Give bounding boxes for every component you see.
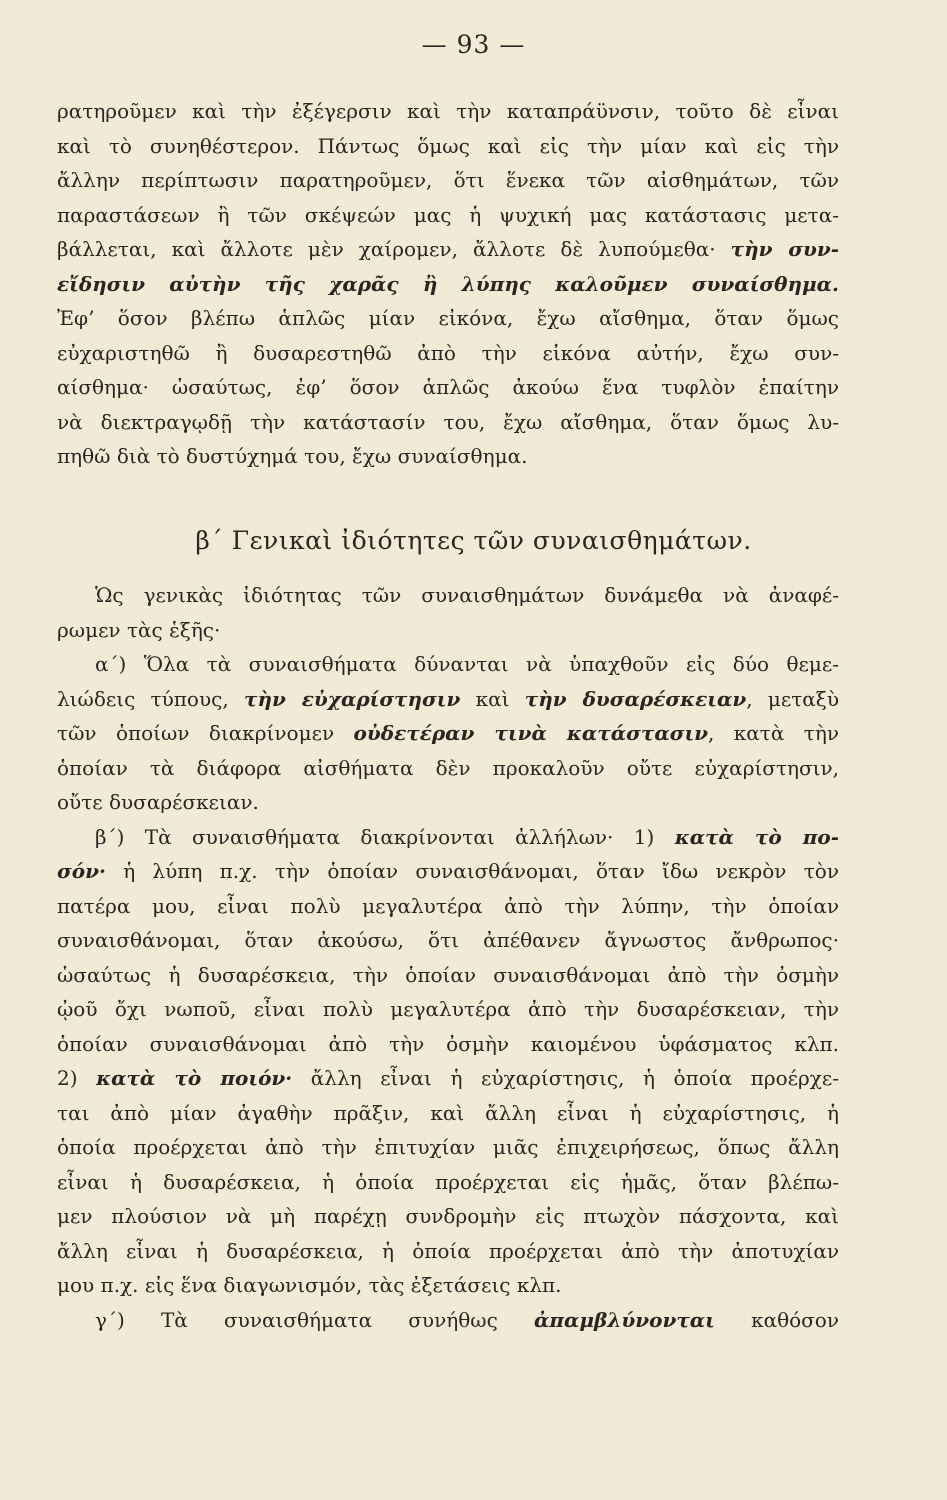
text-line: ᾠοῦ ὄχι νωποῦ, εἶναι πολὺ μεγαλυτέρα ἀπὸ τὴν δυσαρέσκειαν, τὴν — [57, 997, 839, 1021]
bold-term: τὴν δυσαρέσκειαν — [524, 686, 747, 711]
text-line: εὐχαριστηθῶ ἢ δυσαρεστηθῶ ἀπὸ τὴν εἰκόνα αὐτήν, ἔχω συν- — [57, 340, 839, 365]
definition-line: εἴδησιν αὐτὴν τῆς χαρᾶς ἢ λύπης καλοῦμεν συναίσθημα. — [57, 271, 839, 296]
text-fragment: λιώδεις τύπους, — [57, 686, 244, 711]
text-fragment: , μεταξὺ — [746, 686, 839, 711]
text-fragment: ἡ λύπη π.χ. τὴν ὁποίαν συναισθάνομαι, ὅταν ἴδω νεκρὸν τὸν — [105, 859, 839, 883]
bold-term: κατὰ τὸ πο- — [674, 824, 840, 849]
text-line — [57, 854, 839, 889]
text-line: καὶ τὸ συνηθέστερον. Πάντως ὅμως καὶ εἰς τὴν μίαν καὶ εἰς τὴν — [57, 133, 839, 158]
text-line — [57, 1061, 839, 1096]
text-line: α΄) Ὅλα τὰ συναισθήματα δύνανται νὰ ὑπαχθοῦν εἰς δύο θεμε- — [95, 652, 839, 676]
bold-term: κατὰ τὸ ποιόν· — [96, 1066, 293, 1090]
text-line — [57, 682, 839, 717]
text-line: Ἐφ’ ὅσον βλέπω ἁπλῶς μίαν εἰκόνα, ἔχω αἴσθημα, ὅταν ὅμως — [57, 306, 839, 330]
text-fragment: καὶ — [460, 686, 525, 711]
text-line: ἄλλη εἶναι ἡ δυσαρέσκεια, ἡ ὁποία προέρχεται ἀπὸ τὴν ἀποτυχίαν — [57, 1238, 839, 1263]
text-line: πατέρα μου, εἶναι πολὺ μεγαλυτέρα ἀπὸ τὴν λύπην, τὴν ὁποίαν — [57, 893, 839, 918]
text-fragment: 2) — [57, 1066, 97, 1090]
text-line: ὡσαύτως ἡ δυσαρέσκεια, τὴν ὁποίαν συναισθάνομαι ἀπὸ τὴν ὀσμὴν — [57, 962, 839, 987]
text-line: ὁποίαν συναισθάνομαι ἀπὸ τὴν ὀσμὴν καιομένου ὑφάσματος κλπ. — [57, 1031, 839, 1056]
text-line: εἶναι ἡ δυσαρέσκεια, ἡ ὁποία προέρχεται εἰς ἡμᾶς, ὅταν βλέπω- — [57, 1169, 839, 1194]
section-body — [57, 578, 839, 1337]
section-heading: β΄ Γενικαὶ ἰδιότητες τῶν συναισθημάτων. — [195, 526, 752, 555]
text-fragment: καθόσον — [714, 1307, 840, 1332]
text-fragment: , κατὰ τὴν — [708, 721, 839, 745]
text-line: ρατηροῦμεν καὶ τὴν ἐξέγερσιν καὶ τὴν καταπράϋνσιν, τοῦτο δὲ εἶναι — [57, 99, 839, 123]
bold-term: σόν· — [57, 859, 106, 883]
text-line: συναισθάνομαι, ὅταν ἀκούσω, ὅτι ἀπέθανεν ἄγνωστος ἄνθρωπος· — [57, 928, 839, 952]
text-line: ὁποίαν τὰ διάφορα αἰσθήματα δὲν προκαλοῦν οὔτε εὐχαρίστησιν, — [57, 755, 839, 780]
text-line: μεν πλούσιον νὰ μὴ παρέχῃ συνδρομὴν εἰς πτωχὸν πάσχοντα, καὶ — [57, 1204, 839, 1228]
text-line: μου π.χ. εἰς ἕνα διαγωνισμόν, τὰς ἐξετάσεις κλπ. — [57, 1273, 562, 1297]
page-number: — 93 — — [421, 30, 526, 59]
text-line — [57, 1303, 839, 1338]
text-fragment: βάλλεται, καὶ ἄλλοτε μὲν χαίρομεν, ἄλλοτε δὲ λυπούμεθα· — [57, 237, 716, 261]
bold-term: οὐδετέραν τινὰ κατάστασιν — [353, 721, 709, 745]
text-line — [57, 820, 839, 855]
text-line: ὁποία προέρχεται ἀπὸ τὴν ἐπιτυχίαν μιᾶς ἐπιχειρήσεως, ὅπως ἄλλη — [57, 1135, 839, 1159]
text-line: Ὡς γενικὰς ἰδιότητας τῶν συναισθημάτων δυνάμεθα νὰ ἀναφέ- — [95, 583, 839, 607]
bold-term: ἀπαμβλύνονται — [534, 1307, 715, 1332]
text-line — [57, 716, 839, 751]
text-fragment: ἄλλη εἶναι ἡ εὐχαρίστησις, ἡ ὁποία προέρχε- — [292, 1066, 839, 1090]
text-line — [57, 232, 839, 267]
text-fragment: γ΄) Τὰ συναισθήματα συνήθως — [95, 1307, 534, 1332]
text-line: ρωμεν τὰς ἑξῆς· — [57, 617, 221, 642]
text-line: νὰ διεκτραγῳδῇ τὴν κατάστασίν του, ἔχω αἴσθημα, ὅταν ὅμως λυ- — [57, 409, 839, 434]
text-line: παραστάσεων ἢ τῶν σκέψεών μας ἡ ψυχική μας κατάστασις μετα- — [57, 202, 839, 227]
text-fragment: β΄) Τὰ συναισθήματα διακρίνονται ἀλλήλων· 1) — [95, 824, 675, 849]
bold-term: τὴν συν- — [730, 237, 839, 261]
text-line: ἄλλην περίπτωσιν παρατηροῦμεν, ὅτι ἕνεκα τῶν αἰσθημάτων, τῶν — [57, 168, 839, 192]
text-line: αίσθημα· ὡσαύτως, ἐφ’ ὅσον ἁπλῶς ἀκούω ἕνα τυφλὸν ἐπαίτην — [57, 375, 839, 399]
text-line: ται ἀπὸ μίαν ἀγαθὴν πρᾶξιν, καὶ ἄλλη εἶναι ἡ εὐχαρίστησις, ἡ — [57, 1100, 839, 1125]
bold-term: τὴν εὐχαρίστησιν — [243, 686, 461, 711]
paragraph-continuation — [57, 94, 839, 474]
text-line: οὔτε δυσαρέσκειαν. — [57, 790, 259, 814]
text-fragment: τῶν ὁποίων διακρίνομεν — [57, 721, 354, 745]
text-line: πηθῶ διὰ τὸ δυστύχημά του, ἔχω συναίσθημα. — [57, 444, 528, 468]
